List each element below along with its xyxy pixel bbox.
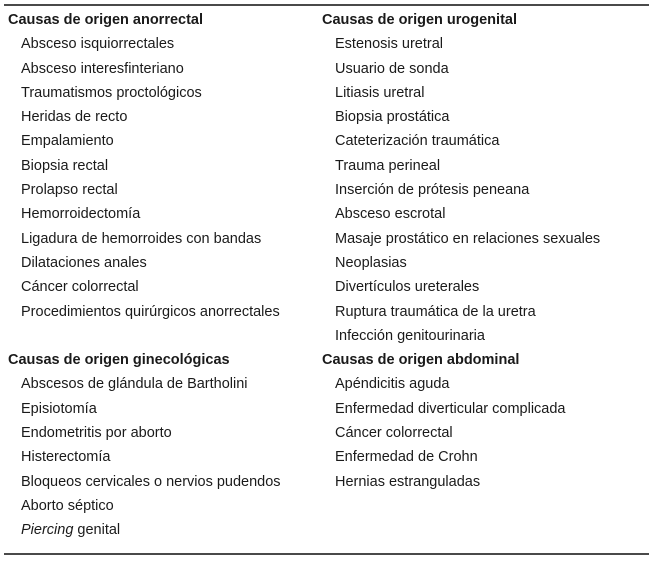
italic-term: Piercing bbox=[21, 522, 74, 539]
list-item: Cáncer colorrectal bbox=[21, 279, 139, 296]
list-item: Absceso interesfinteriano bbox=[21, 60, 184, 77]
table-top-rule bbox=[4, 4, 649, 6]
list-item: Bloqueos cervicales o nervios pudendos bbox=[21, 473, 281, 490]
list-item: Endometritis por aborto bbox=[21, 425, 172, 442]
list-item: Apéndicitis aguda bbox=[335, 376, 450, 393]
section-title-urogenital: Causas de origen urogenital bbox=[322, 12, 517, 28]
list-item: Hemorroidectomía bbox=[21, 206, 141, 223]
list-item: Ligadura de hemorroides con bandas bbox=[21, 230, 262, 247]
table-bottom-rule bbox=[4, 553, 649, 555]
list-item: Estenosis uretral bbox=[335, 36, 443, 53]
list-item: Biopsia rectal bbox=[21, 157, 109, 174]
list-item: Neoplasias bbox=[335, 254, 407, 271]
list-item: Hernias estranguladas bbox=[335, 473, 481, 490]
list-item: Masaje prostático en relaciones sexuales bbox=[335, 230, 601, 247]
list-item: Enfermedad diverticular complicada bbox=[335, 400, 566, 417]
term-rest: genital bbox=[73, 522, 121, 539]
list-item: Empalamiento bbox=[21, 133, 114, 150]
list-item: Dilataciones anales bbox=[21, 254, 147, 271]
list-item: Ruptura traumática de la uretra bbox=[335, 303, 536, 320]
list-item: Histerectomía bbox=[21, 449, 111, 466]
list-item: Biopsia prostática bbox=[335, 109, 450, 126]
section-title-ginecologicas: Causas de origen ginecológicas bbox=[8, 352, 230, 369]
list-item-piercing bbox=[8, 518, 313, 542]
list-item: Traumatismos proctológicos bbox=[21, 84, 202, 101]
list-item: Absceso escrotal bbox=[335, 206, 446, 223]
section-title-anorrectal: Causas de origen anorrectal bbox=[8, 12, 204, 28]
list-item: Divertículos ureterales bbox=[335, 279, 480, 296]
list-item: Aborto séptico bbox=[21, 497, 114, 514]
list-item: Cateterización traumática bbox=[335, 133, 500, 150]
list-item: Usuario de sonda bbox=[335, 60, 449, 77]
list-item: Heridas de recto bbox=[21, 109, 128, 126]
list-item: Procedimientos quirúrgicos anorrectales bbox=[21, 303, 280, 320]
list-item: Trauma perineal bbox=[335, 157, 441, 174]
list-item: Prolapso rectal bbox=[21, 182, 118, 199]
left-column bbox=[8, 8, 313, 543]
section-title-abdominal: Causas de origen abdominal bbox=[322, 352, 520, 369]
list-item: Abscesos de glándula de Bartholini bbox=[21, 376, 248, 393]
list-item: Episiotomía bbox=[21, 400, 97, 417]
list-item: Inserción de prótesis peneana bbox=[335, 182, 530, 199]
list-item: Infección genitourinaria bbox=[335, 327, 485, 344]
right-column bbox=[322, 8, 652, 494]
list-item: Cáncer colorrectal bbox=[335, 425, 453, 442]
list-item: Enfermedad de Crohn bbox=[335, 449, 478, 466]
list-item: Litiasis uretral bbox=[335, 84, 425, 101]
list-item: Absceso isquiorrectales bbox=[21, 36, 175, 53]
